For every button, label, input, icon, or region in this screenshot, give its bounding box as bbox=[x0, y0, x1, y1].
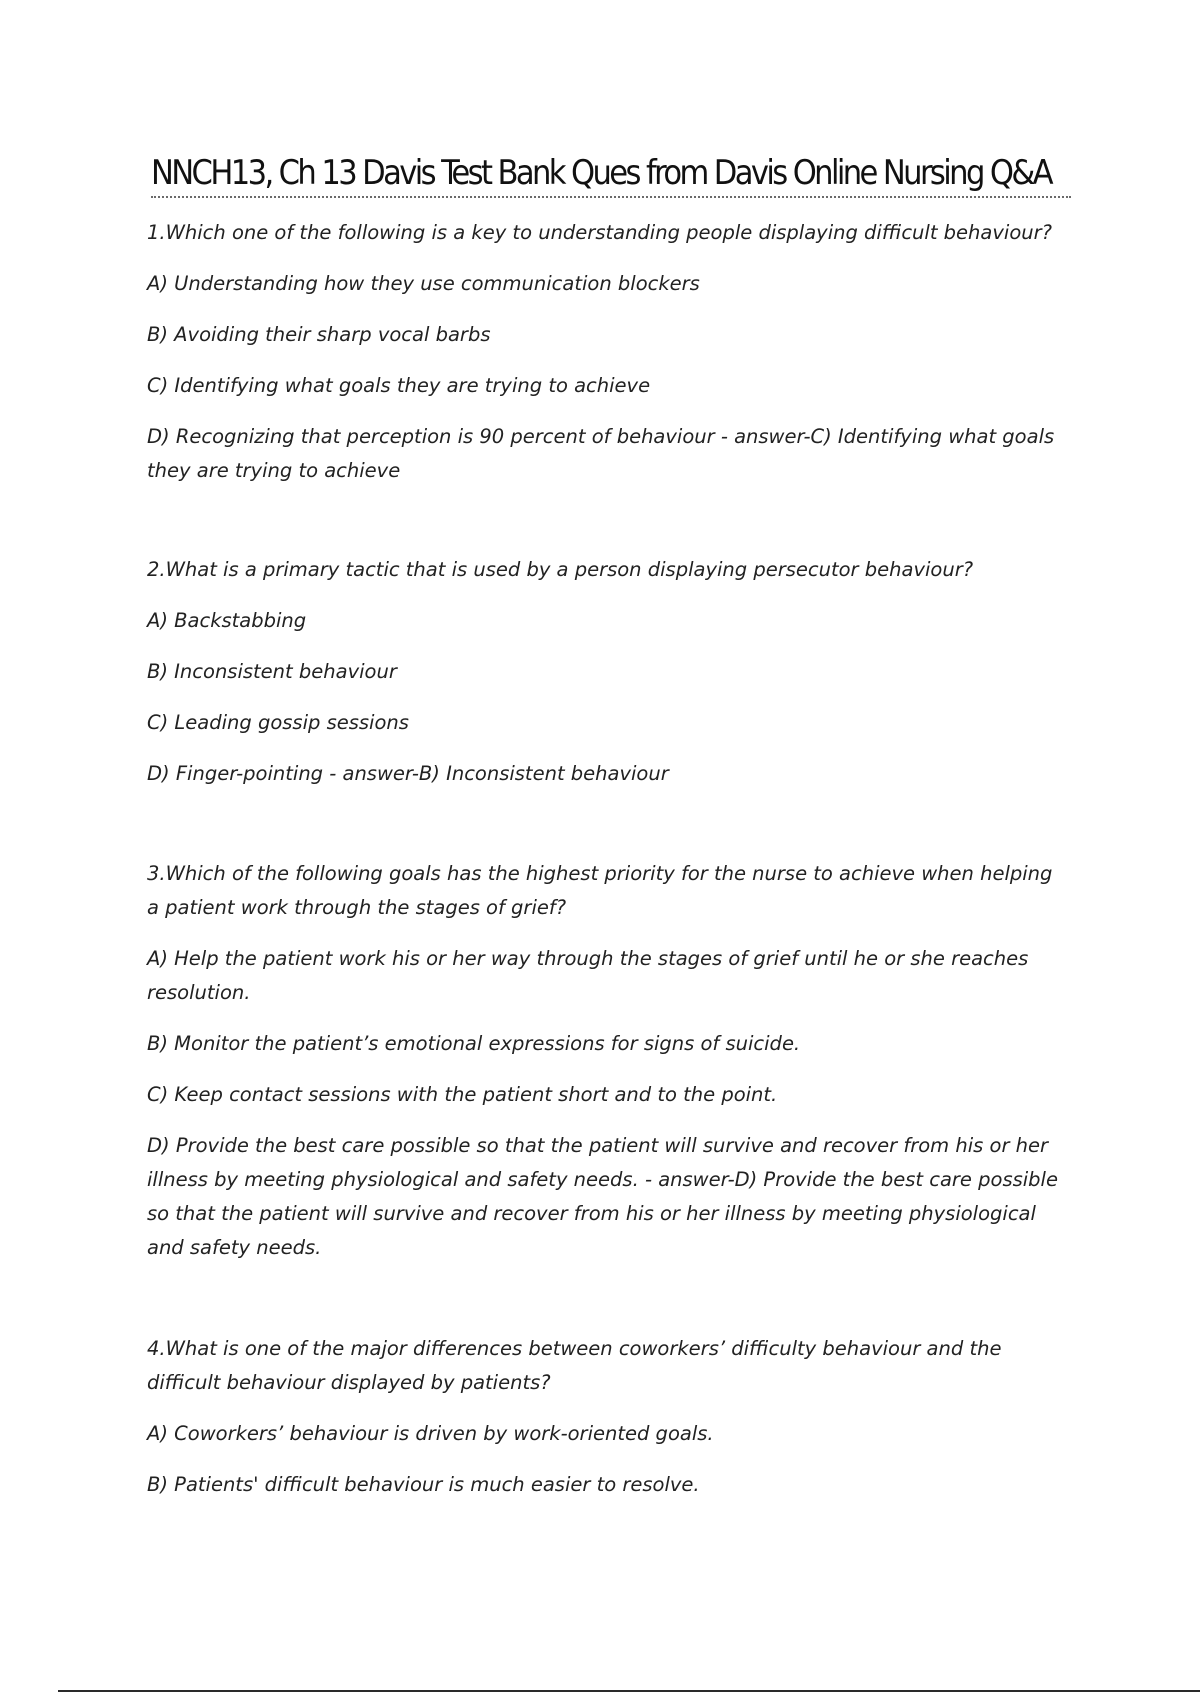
answer-option-c: C) Keep contact sessions with the patient short and to the point. bbox=[147, 1083, 778, 1106]
answer-option-a: A) Coworkers’ behaviour is driven by work-oriented goals. bbox=[147, 1422, 714, 1445]
answer-option-b: B) Patients' difficult behaviour is much easier to resolve. bbox=[147, 1473, 700, 1496]
answer-option-c: C) Leading gossip sessions bbox=[147, 711, 409, 734]
answer-option-a: A) Help the patient work his or her way through the stages of grief until he or she reaches resolution. bbox=[147, 947, 1029, 1004]
question-block-1 bbox=[147, 216, 1067, 488]
answer-option-b: B) Avoiding their sharp vocal barbs bbox=[147, 323, 491, 346]
question-block-2 bbox=[147, 553, 1067, 791]
answer-option-d: D) Finger-pointing - answer-B) Inconsistent behaviour bbox=[147, 762, 669, 785]
question-block-4 bbox=[147, 1332, 1067, 1502]
answer-option-d: D) Recognizing that perception is 90 percent of behaviour - answer-C) Identifying what goals they are trying to achieve bbox=[147, 425, 1055, 482]
question-block-3 bbox=[147, 857, 1067, 1265]
answer-option-d: D) Provide the best care possible so that the patient will survive and recover from his or her illness by meeting physiological and safety needs. - answer-D) Provide the best care possible so that the patient will survive and recover from his or her illness by meeting physiological and safety needs. bbox=[147, 1134, 1058, 1259]
question-text: 3.Which of the following goals has the highest priority for the nurse to achieve when helping a patient work through the stages of grief? bbox=[147, 862, 1053, 919]
answer-option-b: B) Inconsistent behaviour bbox=[147, 660, 397, 683]
answer-option-a: A) Backstabbing bbox=[147, 609, 307, 632]
document-title: NNCH13, Ch 13 Davis Test Bank Ques from Davis Online Nursing Q&A bbox=[151, 150, 1071, 198]
answer-option-b: B) Monitor the patient’s emotional expressions for signs of suicide. bbox=[147, 1032, 801, 1055]
answer-option-c: C) Identifying what goals they are trying to achieve bbox=[147, 374, 651, 397]
page-bottom-rule bbox=[58, 1690, 1200, 1692]
question-text: 1.Which one of the following is a key to understanding people displaying difficult behaviour? bbox=[147, 221, 1052, 244]
question-text: 4.What is one of the major differences between coworkers’ difficulty behaviour and the difficult behaviour displayed by patients? bbox=[147, 1337, 1002, 1394]
answer-option-a: A) Understanding how they use communication blockers bbox=[147, 272, 700, 295]
question-text: 2.What is a primary tactic that is used by a person displaying persecutor behaviour? bbox=[147, 558, 974, 581]
